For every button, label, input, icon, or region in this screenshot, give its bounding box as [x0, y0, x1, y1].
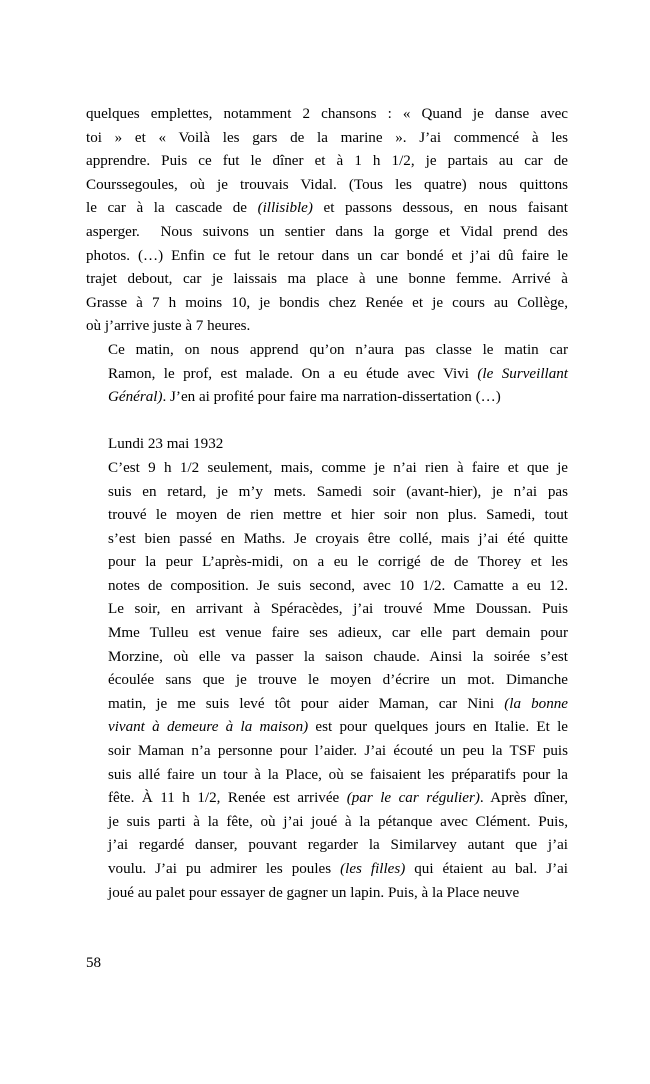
text-line [86, 834, 568, 858]
text-line [86, 669, 568, 693]
text-run: qui étaient au bal. J’ai [405, 861, 568, 877]
text-run: est pour quelques jours en Italie. Et le [308, 719, 568, 736]
text-run: je suis parti à la fête, où j’ai joué à la pétanque avec Clément. Puis, [108, 813, 568, 830]
text-line [86, 174, 568, 198]
text-line [86, 622, 568, 646]
text-line [86, 245, 568, 269]
text-line [86, 103, 568, 127]
text-run: où j’arrive juste à 7 heures. [86, 318, 251, 335]
text-line [86, 528, 568, 552]
text-line [86, 575, 568, 599]
text-line [86, 646, 568, 670]
text-run: le car à la cascade de [86, 200, 258, 217]
text-run: et passons dessous, en nous faisant [312, 200, 568, 217]
text-line [86, 197, 568, 221]
text-line [86, 315, 568, 339]
italic-run: (les filles) [340, 861, 406, 877]
text-line [86, 693, 568, 717]
italic-run: (illisible) [257, 200, 313, 217]
text-line [86, 386, 568, 410]
text-run: Ce matin, on nous apprend qu’on n’aura pas classe le matin car [108, 341, 568, 358]
text-run: écoulée sans que je trouve le moyen d’écrire un mot. Dimanche [108, 672, 568, 689]
text-run: notes de composition. Je suis second, avec 10 1/2. Camatte a eu 12. [108, 577, 568, 594]
italic-run: Général) [108, 389, 163, 406]
text-run: Grasse à 7 h moins 10, je bondis chez Renée et je cours au Collège, [86, 294, 568, 311]
text-line [86, 858, 568, 882]
text-line [86, 740, 568, 764]
text-line [86, 481, 568, 505]
text-run: apprendre. Puis ce fut le dîner et à 1 h 1/2, je partais au car de [86, 153, 568, 170]
text-line [86, 551, 568, 575]
text-run: joué au palet pour essayer de gagner un lapin. Puis, à la Place neuve [108, 884, 520, 901]
text-run: j’ai regardé danser, pouvant regarder la Similarvey autant que j’ai [108, 837, 568, 854]
text-run: photos. (…) Enfin ce fut le retour dans un car bondé et j’ai dû faire le [86, 247, 568, 264]
text-run: suis allé faire un tour à la Place, où se faisaient les préparatifs pour la [108, 766, 568, 783]
text-line [86, 764, 568, 788]
text-column [86, 103, 568, 905]
text-line [86, 716, 568, 740]
date-heading: Lundi 23 mai 1932 [108, 436, 224, 453]
text-line [86, 127, 568, 151]
text-run: Le soir, en arrivant à Spéracèdes, j’ai trouvé Mme Doussan. Puis [108, 601, 568, 618]
text-run: matin, je me suis levé tôt pour aider Maman, car Nini [108, 695, 505, 712]
text-run: voulu. J’ai pu admirer les poules [108, 861, 341, 877]
page-number: 58 [86, 955, 102, 971]
text-run: toi » et « Voilà les gars de la marine ». J’ai commencé à les [86, 129, 568, 146]
text-line [86, 504, 568, 528]
text-run: soir Maman n’a personne pour l’aider. J’ai écouté un peu la TSF puis [108, 743, 568, 760]
text-run: trouvé le moyen de rien mettre et hier soir non plus. Samedi, tout [108, 507, 568, 524]
text-line [86, 598, 568, 622]
text-line [86, 292, 568, 316]
text-line [86, 339, 568, 363]
text-run: C’est 9 h 1/2 seulement, mais, comme je n’ai rien à faire et que je [108, 459, 568, 476]
text-line [86, 787, 568, 811]
body-paragraph [86, 339, 568, 410]
body-paragraph [86, 457, 568, 905]
body-paragraph [86, 103, 568, 339]
text-line [86, 811, 568, 835]
text-line [86, 221, 568, 245]
text-run: trajet debout, car je laissais ma place à une bonne femme. Arrivé à [86, 271, 568, 288]
text-run: pour la peur L’après-midi, on a eu le corrigé de de Thorey et les [108, 554, 568, 571]
text-line [86, 457, 568, 481]
italic-run: vivant à demeure à la maison) [108, 719, 309, 736]
text-run: Ramon, le prof, est malade. On a eu étude avec Vivi [108, 365, 478, 382]
text-line [86, 150, 568, 174]
italic-run: (par le car régulier) [346, 790, 480, 807]
text-line [86, 363, 568, 387]
italic-run: (le Surveillant [477, 365, 568, 382]
text-line [86, 882, 568, 906]
text-run: . Après dîner, [479, 790, 569, 807]
text-run: Courssegoules, où je trouvais Vidal. (Tous les quatre) nous quittons [86, 176, 568, 193]
paragraph-spacer [86, 410, 568, 434]
text-run: suis en retard, je m’y mets. Samedi soir (avant-hier), je n’ai pas [108, 483, 568, 500]
text-line [86, 268, 568, 292]
text-run: quelques emplettes, notamment 2 chansons : « Quand je danse avec [86, 106, 568, 122]
text-run: asperger. Nous suivons un sentier dans la gorge et Vidal prend des [86, 223, 568, 240]
text-run: Morzine, où elle va passer la saison chaude. Ainsi la soirée s’est [108, 648, 568, 665]
text-run: fête. À 11 h 1/2, Renée est arrivée [108, 790, 347, 807]
text-run: Mme Tulleu est venue faire ses adieux, car elle part demain pour [108, 625, 568, 642]
text-run: . J’en ai profité pour faire ma narration-dissertation (…) [162, 389, 501, 406]
text-run: s’est bien passé en Maths. Je croyais être collé, mais j’ai été quitte [108, 530, 568, 547]
italic-run: (la bonne [504, 695, 568, 712]
